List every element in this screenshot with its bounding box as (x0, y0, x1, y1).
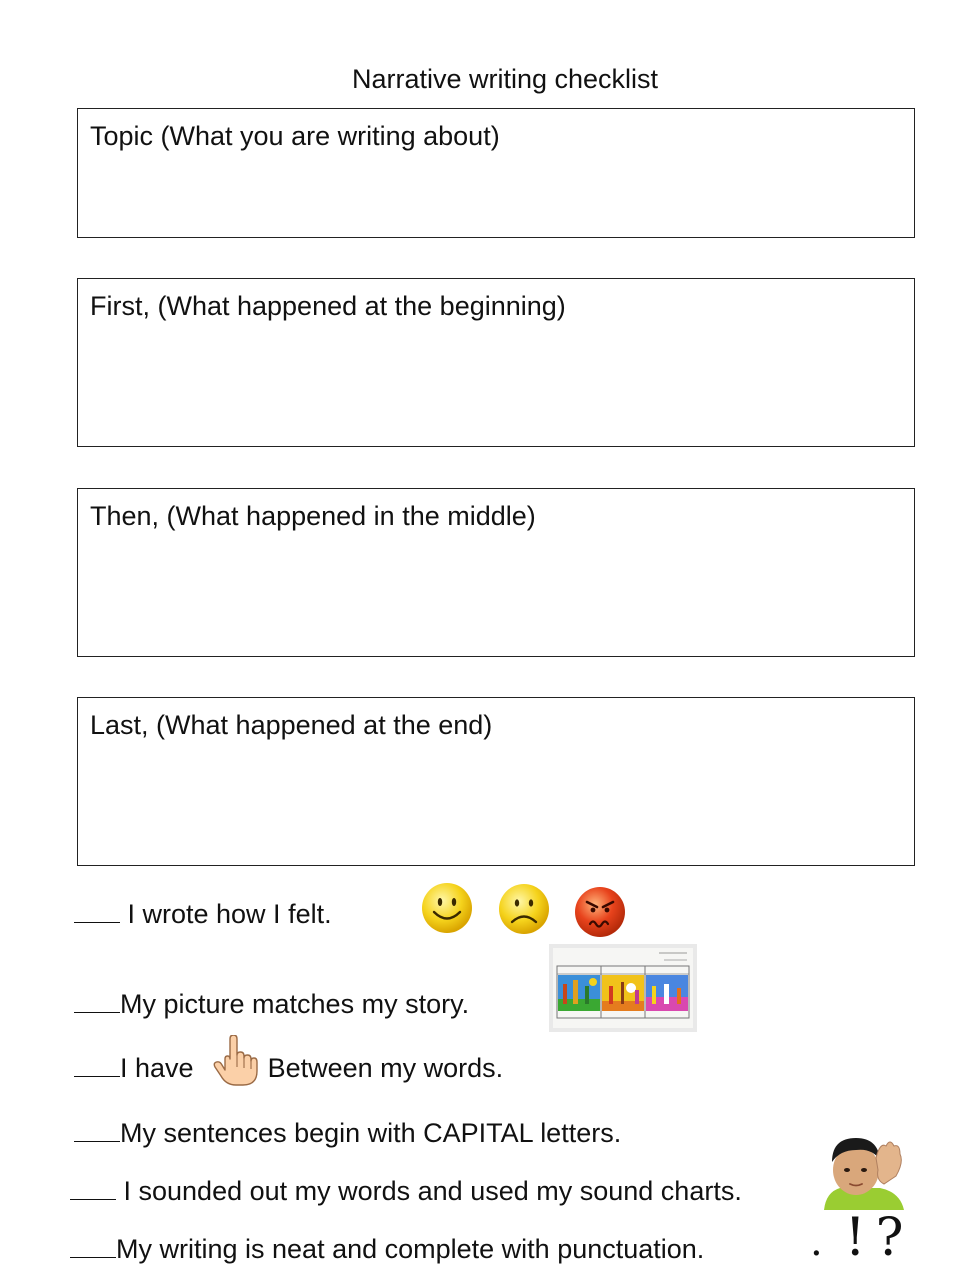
checklist-text: My sentences begin with CAPITAL letters. (120, 1118, 622, 1148)
checkbox-blank[interactable] (74, 1115, 120, 1142)
punctuation-marks-icon (810, 1208, 920, 1268)
first-box[interactable] (77, 278, 915, 447)
angry-face-icon (572, 883, 628, 939)
checklist-item-neat (70, 1231, 704, 1266)
then-box[interactable] (77, 488, 915, 657)
checklist-text: I sounded out my words and used my sound charts. (116, 1176, 742, 1206)
topic-box-label: Topic (What you are writing about) (90, 121, 500, 151)
checkbox-blank[interactable] (74, 986, 120, 1013)
checklist-item-sounded (70, 1173, 742, 1208)
exclamation-mark: ! (844, 1208, 866, 1268)
checkbox-blank[interactable] (74, 1050, 120, 1077)
checklist-text: I have (120, 1053, 194, 1083)
checklist-text: I wrote how I felt. (120, 899, 332, 929)
checklist-item-picture (74, 986, 469, 1021)
checkbox-blank[interactable] (70, 1173, 116, 1200)
boy-listening-icon (820, 1132, 908, 1210)
checkbox-blank[interactable] (74, 896, 120, 923)
checkbox-blank[interactable] (70, 1231, 116, 1258)
first-box-label: First, (What happened at the beginning) (90, 291, 566, 321)
then-box-label: Then, (What happened in the middle) (90, 501, 536, 531)
last-box-label: Last, (What happened at the end) (90, 710, 493, 740)
checklist-text: My picture matches my story. (120, 989, 470, 1019)
page-title: Narrative writing checklist (351, 64, 659, 94)
checklist-text: My writing is neat and complete with punctuation. (116, 1234, 705, 1264)
pointing-finger-icon (212, 1035, 260, 1087)
question-mark: ? (875, 1208, 904, 1268)
smiley-face-icon (420, 881, 474, 935)
checklist-item-felt (74, 896, 332, 931)
last-box[interactable] (77, 697, 915, 866)
checklist-text: Between my words. (267, 1053, 504, 1083)
topic-box[interactable] (77, 108, 915, 238)
period-mark: . (810, 1219, 823, 1265)
checklist-item-capitals (74, 1115, 621, 1150)
sad-face-icon (497, 882, 551, 936)
story-picture-thumbnail (549, 944, 697, 1032)
checklist-item-spaces (74, 1050, 503, 1085)
